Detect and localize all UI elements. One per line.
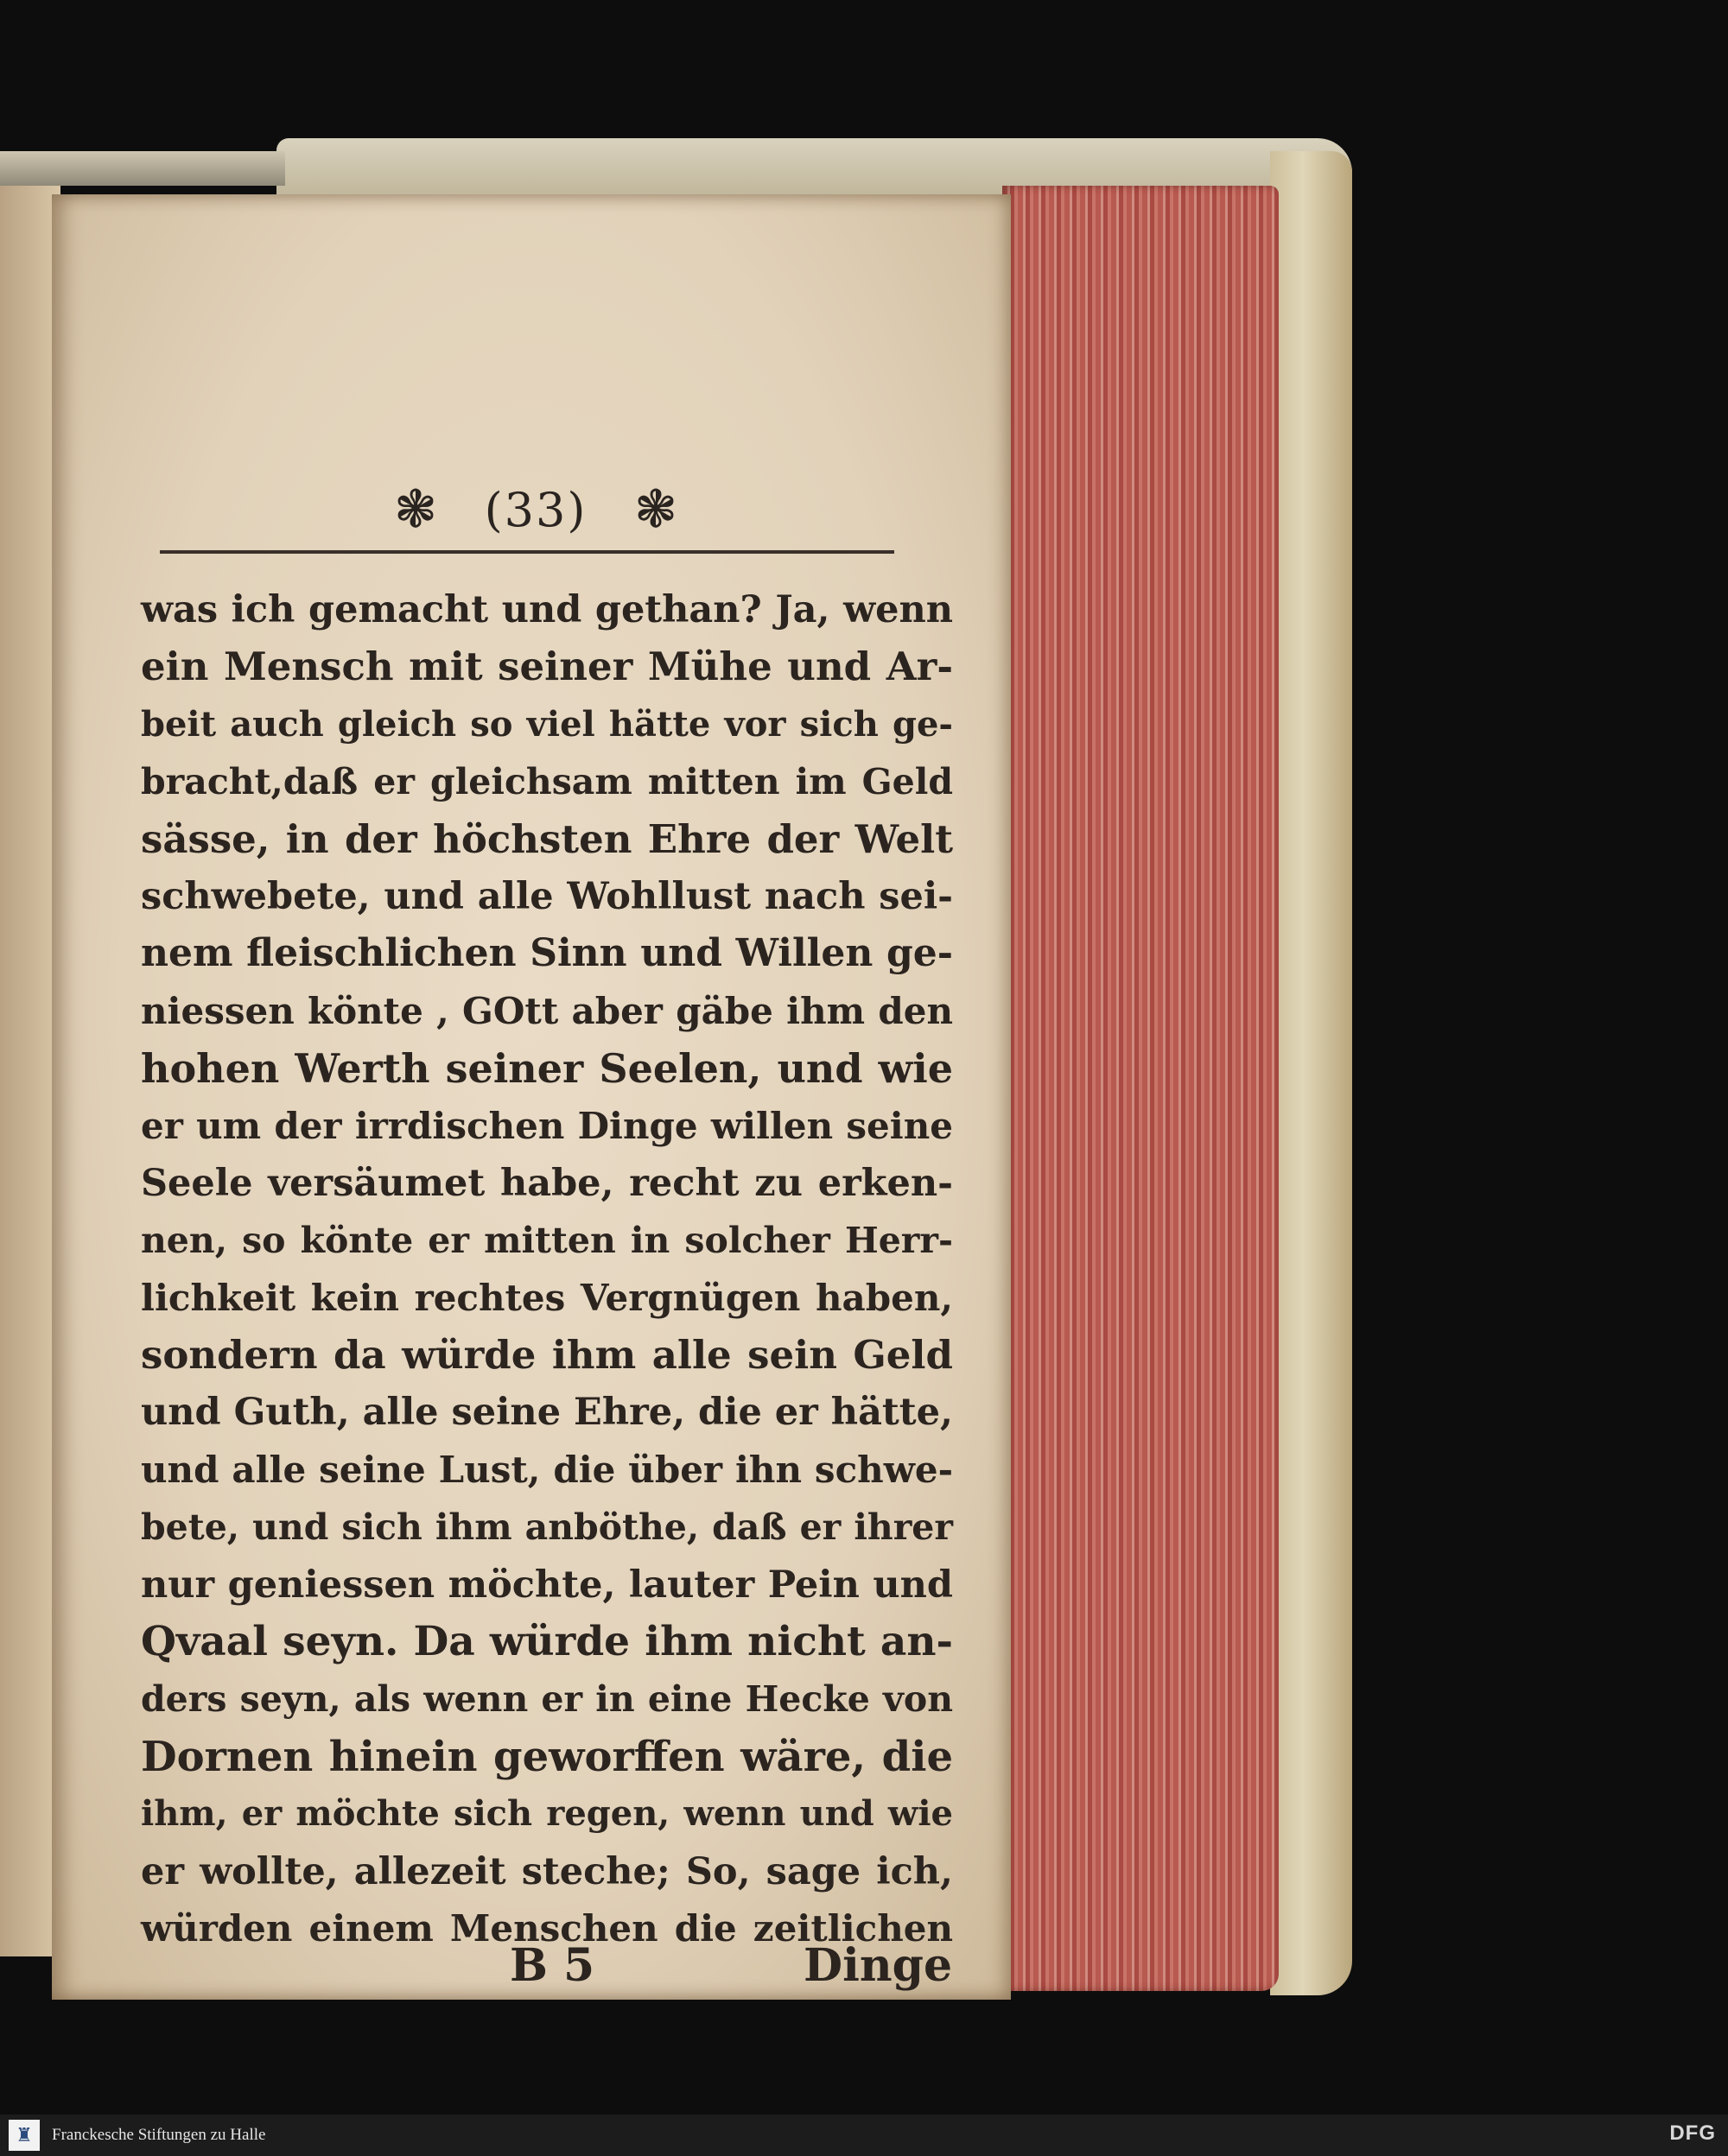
text-line: beit auch gleich so viel hätte vor sich ge-	[141, 703, 953, 745]
text-line: er wollte, allezeit steche; So, sage ich,	[141, 1849, 953, 1893]
text-line: nem fleischlichen Sinn und Willen ge-	[141, 931, 953, 976]
text-line: Dornen hinein geworffen wäre, die	[141, 1732, 953, 1781]
text-line: niessen könte , GOtt aber gäbe ihm den	[141, 989, 953, 1032]
institution-logo-icon: ♜	[9, 2120, 40, 2151]
text-line: nur geniessen möchte, lauter Pein und	[141, 1563, 953, 1607]
book-cover-right	[1270, 151, 1352, 1995]
text-line: ihm, er möchte sich regen, wenn und wie	[141, 1793, 953, 1835]
footer-bar	[0, 2115, 1728, 2156]
text-line: und Guth, alle seine Ehre, die er hätte,	[141, 1391, 953, 1435]
text-line: was ich gemacht und gethan? Ja, wenn	[141, 588, 953, 631]
text-line: schwebete, und alle Wohllust nach sei-	[141, 874, 953, 918]
text-line: bracht,daß er gleichsam mitten im Geld	[141, 761, 953, 803]
page-text	[141, 581, 953, 1957]
text-line: Seele versäumet habe, recht zu erken-	[141, 1161, 953, 1205]
dfg-logo: DFG	[1669, 2121, 1716, 2145]
book-page	[52, 194, 1011, 2000]
header-rule	[160, 550, 894, 554]
page-number: (33)	[484, 482, 588, 537]
text-line: hohen Werth seiner Seelen, und wie	[141, 1045, 953, 1093]
text-line: und alle seine Lust, die über ihn schwe-	[141, 1448, 953, 1491]
red-page-edges	[1002, 186, 1279, 1991]
text-line: ein Mensch mit seiner Mühe und Ar-	[141, 644, 953, 690]
page-header	[389, 475, 683, 544]
text-line: nen, so könte er mitten in solcher Herr-	[141, 1220, 953, 1262]
text-line: sondern da würde ihm alle sein Geld	[141, 1332, 953, 1379]
text-line: lichkeit kein rechtes Vergnügen haben,	[141, 1276, 953, 1319]
text-line: sässe, in der höchsten Ehre der Welt	[141, 815, 953, 862]
flower-ornament-icon: ❃	[633, 479, 678, 540]
flower-ornament-icon: ❃	[393, 479, 438, 540]
institution-name: Franckesche Stiftungen zu Halle	[52, 2126, 266, 2144]
text-line: würden einem Menschen die zeitlichen	[141, 1906, 953, 1950]
book-spine	[0, 151, 285, 186]
signature-mark: B 5	[510, 1939, 595, 1992]
text-line: er um der irrdischen Dinge willen seine	[141, 1104, 953, 1147]
text-line: Qvaal seyn. Da würde ihm nicht an-	[141, 1618, 953, 1666]
catchword: Dinge	[804, 1939, 953, 1992]
text-line: ders seyn, als wenn er in eine Hecke von	[141, 1678, 953, 1721]
text-line: bete, und sich ihm anböthe, daß er ihrer	[141, 1506, 953, 1549]
